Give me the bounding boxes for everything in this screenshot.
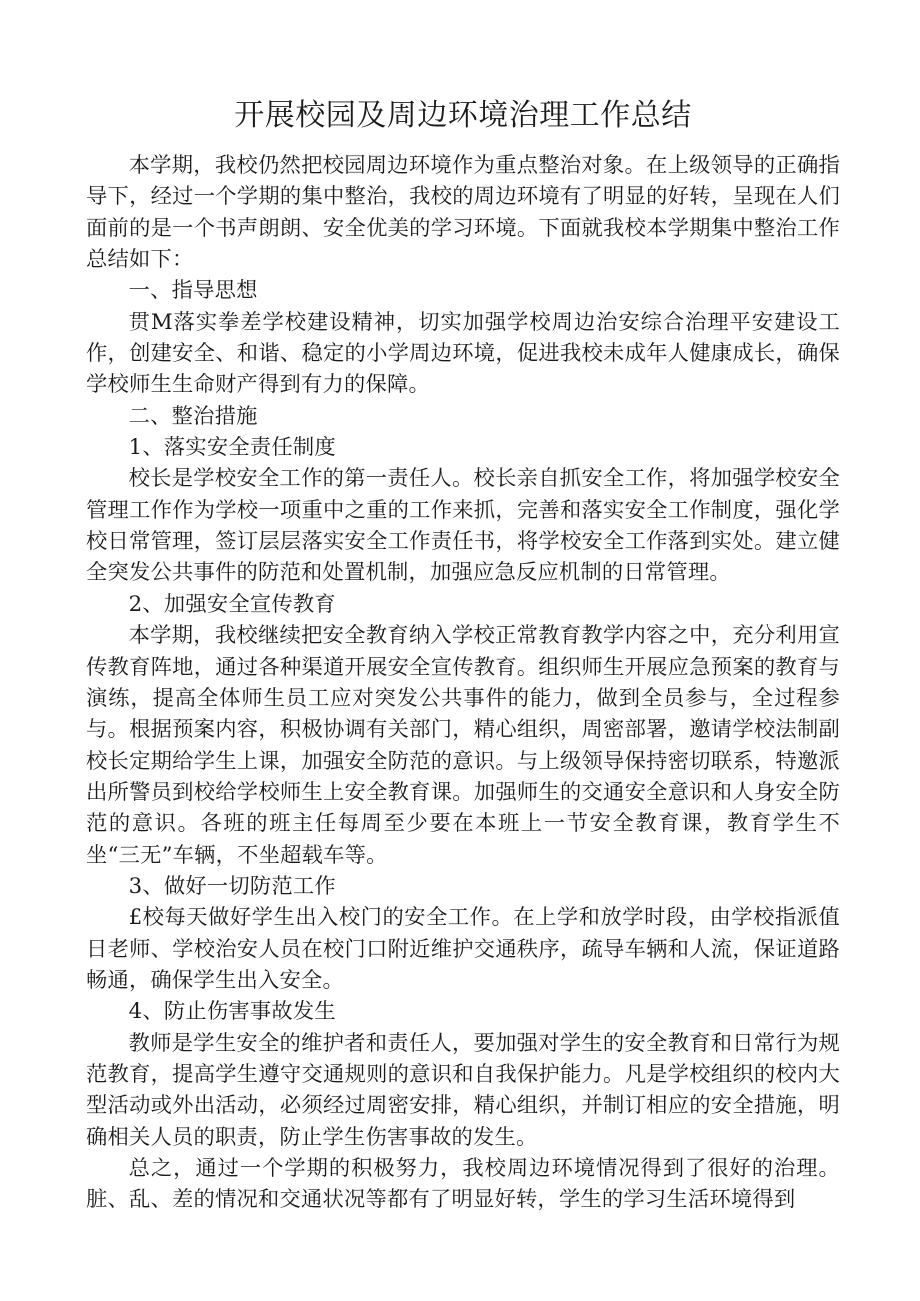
paragraph-prevention: £校每天做好学生出入校门的安全工作。在上学和放学时段，由学校指派值日老师、学校治安人员在校门口附近维护交通秩序，疏导车辆和人流，保证道路畅通，确保学生出入安全。 (86, 905, 840, 993)
document-title: 开展校园及周边环境治理工作总结 (234, 98, 692, 133)
paragraph-education: 本学期，我校继续把安全教育纳入学校正常教育教学内容之中，充分利用宣传教育阵地，通过各种渠道开展安全宣传教育。组织师生开展应急预案的教育与演练，提高全体师生员工应对突发公共事件的能力，做到全员参与，全过程参与。根据预案内容，积极协调有关部门，精心组织，周密部署，邀请学校法制副校长定期给学生上课，加强安全防范的意识。与上级领导保持密切联系，特邀派出所警员到校给学校师生上安全教育课。加强师生的交通安全意识和人身安全防范的意识。各班的班主任每周至少要在本班上一节安全教育课，教育学生不坐“三无”车辆，不坐超载车等。 (86, 623, 840, 868)
document-page (86, 0, 840, 1301)
document-body (86, 150, 840, 1216)
paragraph-accidents: 教师是学生安全的维护者和责任人，要加强对学生的安全教育和日常行为规范教育，提高学生遵守交通规则的意识和自我保护能力。凡是学校组织的校内大型活动或外出活动，必须经过周密安排，精心组织，并制订相应的安全措施，明确相关人员的职责，防止学生伤害事故的发生。 (86, 1030, 840, 1150)
paragraph-conclusion: 总之，通过一个学期的积极努力，我校周边环境情况得到了很好的治理。脏、乱、差的情况和交通状况等都有了明显好转，学生的学习生活环境得到 (86, 1156, 840, 1213)
heading-guiding-thought: 一、指导思想 (128, 278, 258, 304)
subheading-responsibility: 1、落实安全责任制度 (128, 435, 336, 461)
paragraph-guiding-thought: 贯M落实拳差学校建设精神，切实加强学校周边治安综合治理平安建设工作，创建安全、和谐、稳定的小学周边环境，促进我校未成年人健康成长，确保学校师生生命财产得到有力的保障。 (86, 309, 840, 398)
subheading-accidents: 4、防止伤害事故发生 (128, 999, 336, 1025)
subheading-prevention: 3、做好一切防范工作 (128, 873, 336, 899)
subheading-education: 2、加强安全宣传教育 (128, 591, 336, 617)
paragraph-responsibility: 校长是学校安全工作的第一责任人。校长亲自抓安全工作，将加强学校安全管理工作作为学校一项重中之重的工作来抓，完善和落实安全工作制度，强化学校日常管理，签订层层落实安全工作责任书，将学校安全工作落到实处。建立健全突发公共事件的防范和处置机制，加强应急反应机制的日常管理。 (86, 466, 840, 586)
paragraph-intro: 本学期，我校仍然把校园周边环境作为重点整治对象。在上级领导的正确指导下，经过一个学期的集中整治，我校的周边环境有了明显的好转，呈现在人们面前的是一个书声朗朗、安全优美的学习环境。下面就我校本学期集中整治工作总结如下： (86, 153, 840, 273)
heading-measures: 二、整治措施 (128, 403, 258, 429)
